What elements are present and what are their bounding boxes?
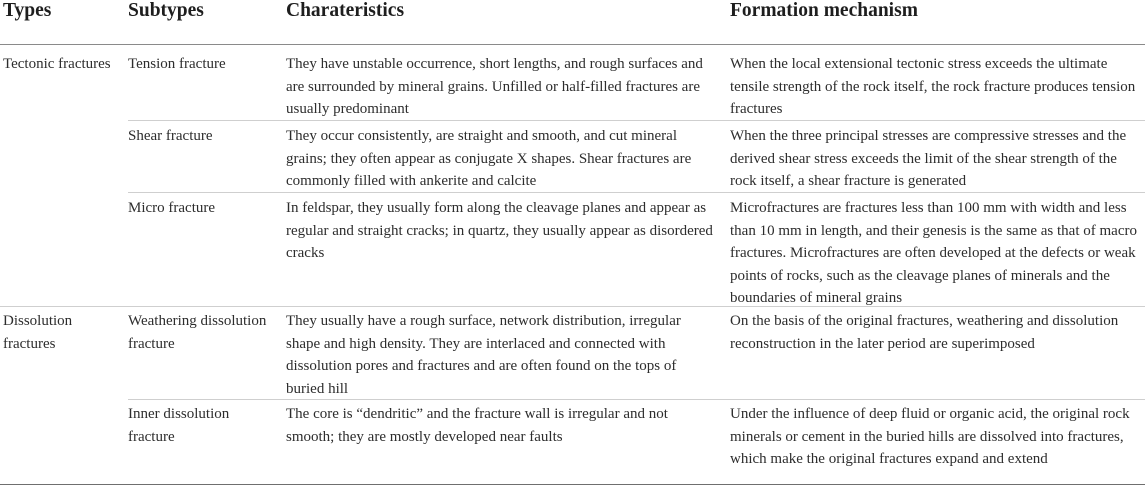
row-divider <box>128 120 1145 121</box>
subtype-cell-micro: Micro fracture <box>128 200 216 216</box>
header-rule <box>0 44 1145 45</box>
row-divider <box>128 192 1145 193</box>
header-characteristics: Charateristics <box>286 0 405 21</box>
characteristics-cell-shear: They occur consistently, are straight and smooth, and cut mineral grains; they often appear as conjugate X shapes. Shear fractures are commonly filled with ankerite and calcite <box>286 128 692 189</box>
group-divider <box>0 306 1145 307</box>
header-types: Types <box>3 0 52 21</box>
subtype-cell-shear: Shear fracture <box>128 128 213 144</box>
type-cell-tectonic: Tectonic fractures <box>3 56 111 72</box>
formation-cell-shear: When the three principal stresses are compressive stresses and the derived shear stress exceeds the limit of the shear strength of the rock itself, a shear fracture is generated <box>730 128 1127 189</box>
formation-cell-tension: When the local extensional tectonic stress exceeds the ultimate tensile strength of the rock itself, the rock fracture produces tension fractures <box>730 56 1136 117</box>
characteristics-cell-micro: In feldspar, they usually form along the cleavage planes and appear as regular and straight cracks; in quartz, they usually appear as disordered cracks <box>286 200 713 261</box>
header-subtypes: Subtypes <box>128 0 204 21</box>
row-divider <box>128 399 1145 400</box>
header-formation-mechanism: Formation mechanism <box>730 0 918 21</box>
characteristics-cell-inner: The core is “dendritic” and the fracture wall is irregular and not smooth; they are mostly developed near faults <box>286 406 668 445</box>
subtype-cell-inner: Inner dissolution fracture <box>128 406 230 445</box>
formation-cell-micro: Microfractures are fractures less than 100 mm with width and less than 10 mm in length, and their genesis is the same as that of macro fractures. Microfractures are often developed at the defects or weak points of rocks, such as the cleavage planes of minerals and the boundaries of mineral grains <box>730 200 1137 306</box>
formation-cell-weathering: On the basis of the original fractures, weathering and dissolution reconstruction in the later period are superimposed <box>730 313 1119 352</box>
characteristics-cell-tension: They have unstable occurrence, short lengths, and rough surfaces and are surrounded by mineral grains. Unfilled or half-filled fractures are usually predominant <box>286 56 703 117</box>
characteristics-cell-weathering: They usually have a rough surface, network distribution, irregular shape and high density. They are interlaced and connected with dissolution pores and fractures and are often found on the tops of buried hill <box>286 313 681 397</box>
type-cell-dissolution: Dissolution fractures <box>3 313 73 352</box>
subtype-cell-weathering: Weathering dissolution fracture <box>128 313 267 352</box>
subtype-cell-tension: Tension fracture <box>128 56 226 72</box>
formation-cell-inner: Under the influence of deep fluid or organic acid, the original rock minerals or cement in the buried hills are dissolved into fractures, which make the original fractures expand and extend <box>730 406 1130 467</box>
